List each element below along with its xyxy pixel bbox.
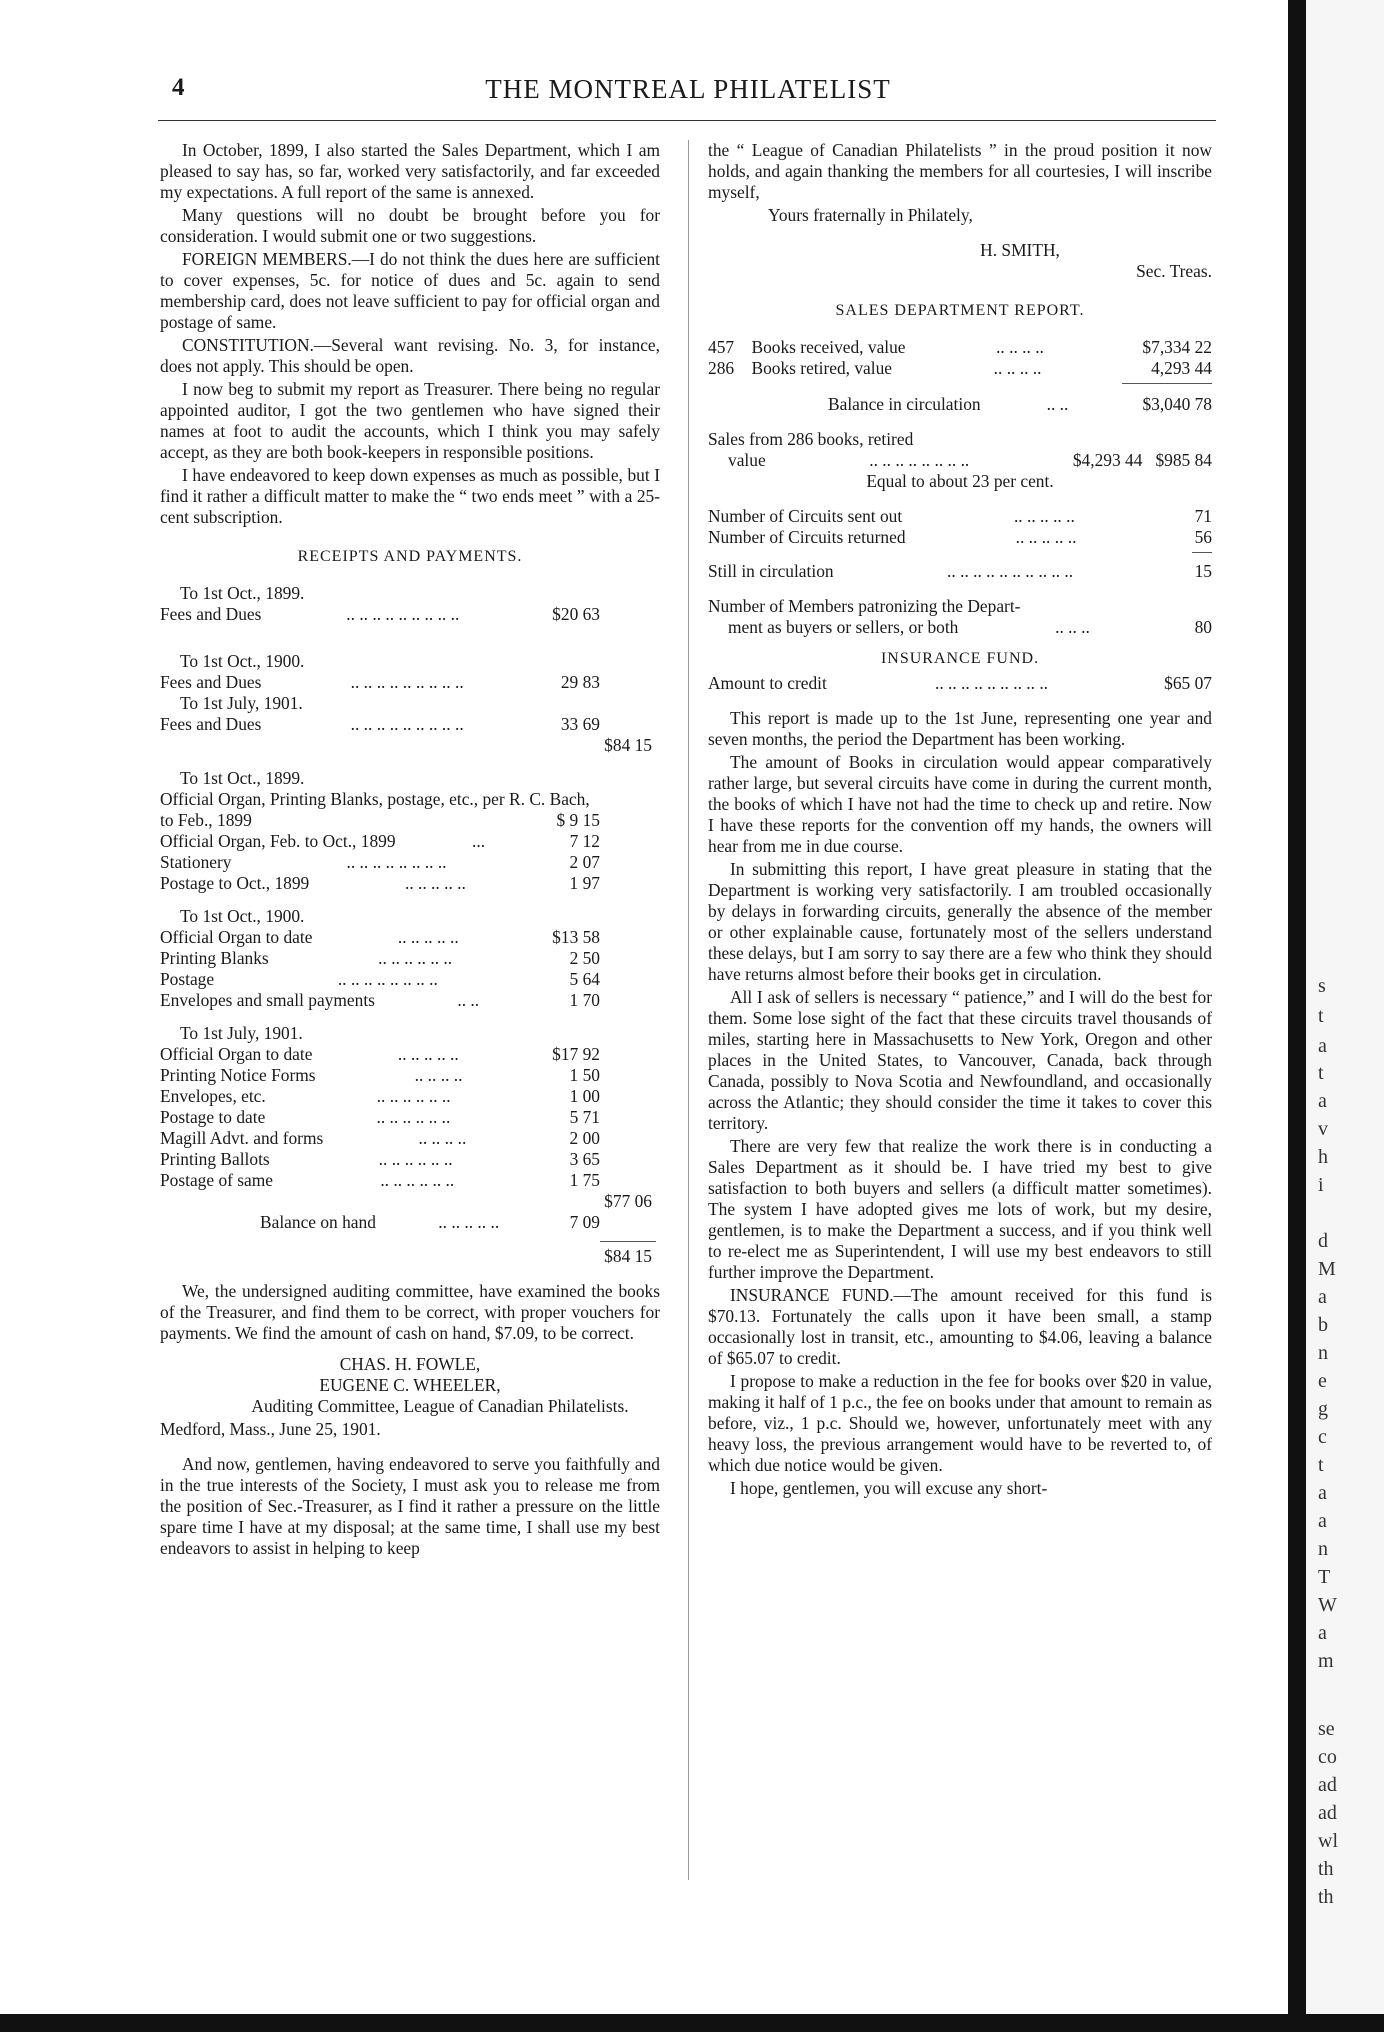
journal-title: THE MONTREAL PHILATELIST <box>485 74 891 104</box>
period-label: To 1st July, 1901. <box>180 1023 303 1043</box>
edge-letter: a <box>1318 1035 1327 1057</box>
paragraph: Many questions will no doubt be brought before you for consideration. I would submit one or two suggestions. <box>160 205 660 246</box>
page-header <box>160 74 1216 110</box>
paragraph: I have endeavored to keep down expenses as much as possible, but I find it rather a difficult matter to make the “ two ends meet ” with a 25-cent subscription. <box>160 465 660 527</box>
edge-letter: e <box>1318 1370 1327 1392</box>
ledger-row: Printing Blanks .. .. .. .. .. .. 2 50 <box>160 948 600 968</box>
ledger-row: Stationery .. .. .. .. .. .. .. .. 2 07 <box>160 852 600 872</box>
edge-letter: t <box>1318 1454 1324 1476</box>
closing: Yours fraternally in Philately, <box>768 205 973 225</box>
ledger-row: ment as buyers or sellers, or both .. .. .. 80 <box>728 617 1212 637</box>
paragraph: There are very few that realize the work there is in conducting a Sales Department as it should be. I have tried my best to give satisfaction to both buyers and sellers (a difficult matter sometimes). The system I have adopted gives me lots of work, but my desire, gentlemen, is to make the Department a success, and if you think well to re-elect me as Superintendent, I will use my best endeavors to still further improve the Department. <box>708 1136 1212 1282</box>
grand-total: $84 15 <box>604 1246 652 1266</box>
ledger-row: Envelopes and small payments .. .. 1 70 <box>160 990 600 1010</box>
edge-letter: wl <box>1318 1830 1338 1852</box>
edge-letter: b <box>1318 1314 1328 1336</box>
period-label: To 1st July, 1901. <box>180 693 303 713</box>
edge-letter: a <box>1318 1286 1327 1308</box>
signature-title: Auditing Committee, League of Canadian Philatelists. <box>251 1396 629 1416</box>
ledger-row: Balance in circulation .. .. $3,040 78 <box>828 394 1212 414</box>
ledger-row: Printing Notice Forms .. .. .. .. 1 50 <box>160 1065 600 1085</box>
edge-letter: t <box>1318 1062 1324 1084</box>
dateline: Medford, Mass., June 25, 1901. <box>160 1419 381 1439</box>
edge-letter: t <box>1318 1005 1324 1027</box>
ledger-row: Fees and Dues .. .. .. .. .. .. .. .. .. 29 83 <box>160 672 600 692</box>
paragraph: I hope, gentlemen, you will excuse any short- <box>730 1478 1048 1498</box>
signature: CHAS. H. FOWLE, <box>339 1354 481 1374</box>
edge-letter: i <box>1318 1174 1324 1196</box>
edge-letter: c <box>1318 1426 1327 1448</box>
period-label: To 1st Oct., 1900. <box>180 906 305 926</box>
column-divider <box>688 140 689 1880</box>
edge-letter: n <box>1318 1538 1328 1560</box>
paragraph: In October, 1899, I also started the Sales Department, which I am pleased to say has, so far, worked very satisfactorily, and far exceeded my expectations. A full report of the same is annexed. <box>160 140 660 202</box>
edge-letter: s <box>1318 975 1326 997</box>
ledger-row: 286 Books retired, value .. .. .. .. 4,293 44 <box>708 358 1212 378</box>
edge-letter: a <box>1318 1510 1327 1532</box>
scan-bottom-edge <box>0 2014 1384 2032</box>
ledger-row: Magill Advt. and forms .. .. .. .. 2 00 <box>160 1128 600 1148</box>
sales-label: Sales from 286 books, retired <box>708 429 914 449</box>
edge-letter: ad <box>1318 1802 1337 1824</box>
edge-letter: d <box>1318 1230 1328 1252</box>
ledger-row: Official Organ, Printing Blanks, postage, etc., per R. C. Bach, to Feb., 1899 $ 9 15 <box>160 789 600 830</box>
edge-letter: M <box>1318 1258 1336 1280</box>
period-label: To 1st Oct., 1899. <box>180 583 305 603</box>
sales-heading: SALES DEPARTMENT REPORT. <box>835 302 1085 319</box>
ledger-row: Envelopes, etc. .. .. .. .. .. .. 1 00 <box>160 1086 600 1106</box>
ledger-row: Printing Ballots .. .. .. .. .. .. 3 65 <box>160 1149 600 1169</box>
insurance-heading: INSURANCE FUND. <box>880 650 1040 667</box>
page-number: 4 <box>172 74 185 101</box>
edge-letter: g <box>1318 1398 1328 1420</box>
edge-letter: a <box>1318 1090 1327 1112</box>
ledger-row: Official Organ, Feb. to Oct., 1899 ... 7 12 <box>160 831 600 851</box>
paragraph: the “ League of Canadian Philatelists ” in the proud position it now holds, and again thanking the members for all courtesies, I will inscribe myself, <box>708 140 1212 202</box>
ledger-row: Postage of same .. .. .. .. .. .. 1 75 <box>160 1170 600 1190</box>
scan-binding-shadow <box>1288 0 1306 2032</box>
edge-letter: a <box>1318 1482 1327 1504</box>
ledger-row: Still in circulation .. .. .. .. .. .. .. .. .. .. 15 <box>708 561 1212 581</box>
paragraph: CONSTITUTION.—Several want revising. No. 3, for instance, does not apply. This should be open. <box>160 335 660 376</box>
edge-letter: a <box>1318 1622 1327 1644</box>
edge-letter: co <box>1318 1746 1337 1768</box>
edge-letter: v <box>1318 1118 1328 1140</box>
signature-title: Sec. Treas. <box>1136 261 1212 281</box>
paragraph: I now beg to submit my report as Treasurer. There being no regular appointed auditor, I got the two gentlemen who have signed their names at foot to audit the accounts, which I think you may safely accept, as they are both book-keepers in responsible positions. <box>160 379 660 462</box>
paragraph: This report is made up to the 1st June, representing one year and seven months, the period the Department has been working. <box>708 708 1212 749</box>
ledger-row: Official Organ to date .. .. .. .. .. $13 58 <box>160 927 600 947</box>
edge-letter: ad <box>1318 1774 1337 1796</box>
edge-letter: th <box>1318 1858 1334 1880</box>
ledger-row: 457 Books received, value .. .. .. .. $7,334 22 <box>708 337 1212 357</box>
ledger-row: Official Organ to date .. .. .. .. .. $17 92 <box>160 1044 600 1064</box>
edge-letter: n <box>1318 1342 1328 1364</box>
audit-statement: We, the undersigned auditing committee, have examined the books of the Treasurer, and find them to be correct, with proper vouchers for payments. We find the amount of cash on hand, $7.09, to be correct. <box>160 1281 660 1343</box>
facing-page-fragment <box>1306 0 1384 2032</box>
ledger-row: Number of Circuits sent out .. .. .. .. .. 71 <box>708 506 1212 526</box>
ledger-row: value .. .. .. .. .. .. .. .. $4,293 44 $985 84 <box>728 450 1212 470</box>
ledger-row: Postage .. .. .. .. .. .. .. .. 5 64 <box>160 969 600 989</box>
edge-letter: m <box>1318 1650 1334 1672</box>
edge-letter: T <box>1318 1566 1331 1588</box>
paragraph: I propose to make a reduction in the fee for books over $20 in value, making it half of 1 p.c., the fee on books under that amount to remain as before, viz., 1 p.c. Should we, however, unfortunately meet with any heavy loss, the previous arrangement would have to be reverted to, of which due notice would be given. <box>708 1371 1212 1475</box>
ledger-row: Balance on hand .. .. .. .. .. 7 09 <box>260 1212 600 1232</box>
ledger-row: Postage to Oct., 1899 .. .. .. .. .. 1 97 <box>160 873 600 893</box>
members-label: Number of Members patronizing the Depart- <box>708 596 1021 616</box>
paragraph: And now, gentlemen, having endeavored to serve you faithfully and in the true interests of the Society, I must ask you to release me from the position of Sec.-Treasurer, as I find it rather a pressure on the little spare time I have at my disposal; at the same time, I shall use my best endeavors to assist in helping to keep <box>160 1454 660 1558</box>
signature: H. SMITH, <box>980 240 1060 260</box>
ledger-row: Number of Circuits returned .. .. .. .. .. 56 <box>708 527 1212 547</box>
edge-letter: W <box>1318 1594 1337 1616</box>
paragraph: In submitting this report, I have great pleasure in stating that the Department is working very satisfactorily. I am troubled occasionally by delays in forwarding circuits, generally the absence of the member or other explainable cause, fortunately most of the sellers understand these delays, but I am sorry to say there are a few who think they should have returns almost before their books get in circulation. <box>708 859 1212 984</box>
ledger-row: Amount to credit .. .. .. .. .. .. .. .. .. $65 07 <box>708 673 1212 693</box>
paragraph: The amount of Books in circulation would appear comparatively rather large, but several circuits have come in during the current month, the books of which I have not had the time to check up and retire. Now I have these reports for the convention off my hands, the owners will hear from me in due course. <box>708 752 1212 856</box>
edge-letter: se <box>1318 1718 1335 1740</box>
paragraph: FOREIGN MEMBERS.—I do not think the dues here are sufficient to cover expenses, 5c. for notice of dues and 5c. again to send membership card, does not leave sufficient to pay for official organ and postage of same. <box>160 249 660 332</box>
ledger-row: Postage to date .. .. .. .. .. .. 5 71 <box>160 1107 600 1127</box>
receipts-total: $84 15 <box>604 735 652 755</box>
period-label: To 1st Oct., 1899. <box>180 768 305 788</box>
equal-note: Equal to about 23 per cent. <box>866 471 1054 491</box>
paragraph: All I ask of sellers is necessary “ patience,” and I will do the best for them. Some lose sight of the fact that these circuits travel thousands of miles, starting here in Massachusetts to New York, Oregon and other places in the United States, to Vancouver, Canada, back through Canada, possibly to Nova Scotia and Newfoundland, and occasionally across the Atlantic; they should consider the time it takes to cover this territory. <box>708 987 1212 1133</box>
left-column <box>160 140 660 1561</box>
period-label: To 1st Oct., 1900. <box>180 651 305 671</box>
payments-total: $77 06 <box>604 1191 652 1211</box>
paragraph: INSURANCE FUND.—The amount received for this fund is $70.13. Fortunately the calls upon it have been small, a stamp occasionally lost in transit, etc., amounting to $4.06, leaving a balance of $65.07 to credit. <box>708 1285 1212 1368</box>
edge-letter: h <box>1318 1146 1328 1168</box>
ledger-row: Fees and Dues .. .. .. .. .. .. .. .. .. $20 63 <box>160 604 600 624</box>
receipts-heading: RECEIPTS AND PAYMENTS. <box>297 548 523 565</box>
signature: EUGENE C. WHEELER, <box>319 1375 501 1395</box>
receipts-table <box>160 583 660 1267</box>
header-rule <box>158 120 1216 121</box>
ledger-row: Fees and Dues .. .. .. .. .. .. .. .. .. 33 69 <box>160 714 600 734</box>
edge-letter: th <box>1318 1886 1334 1908</box>
right-column <box>708 140 1212 1501</box>
